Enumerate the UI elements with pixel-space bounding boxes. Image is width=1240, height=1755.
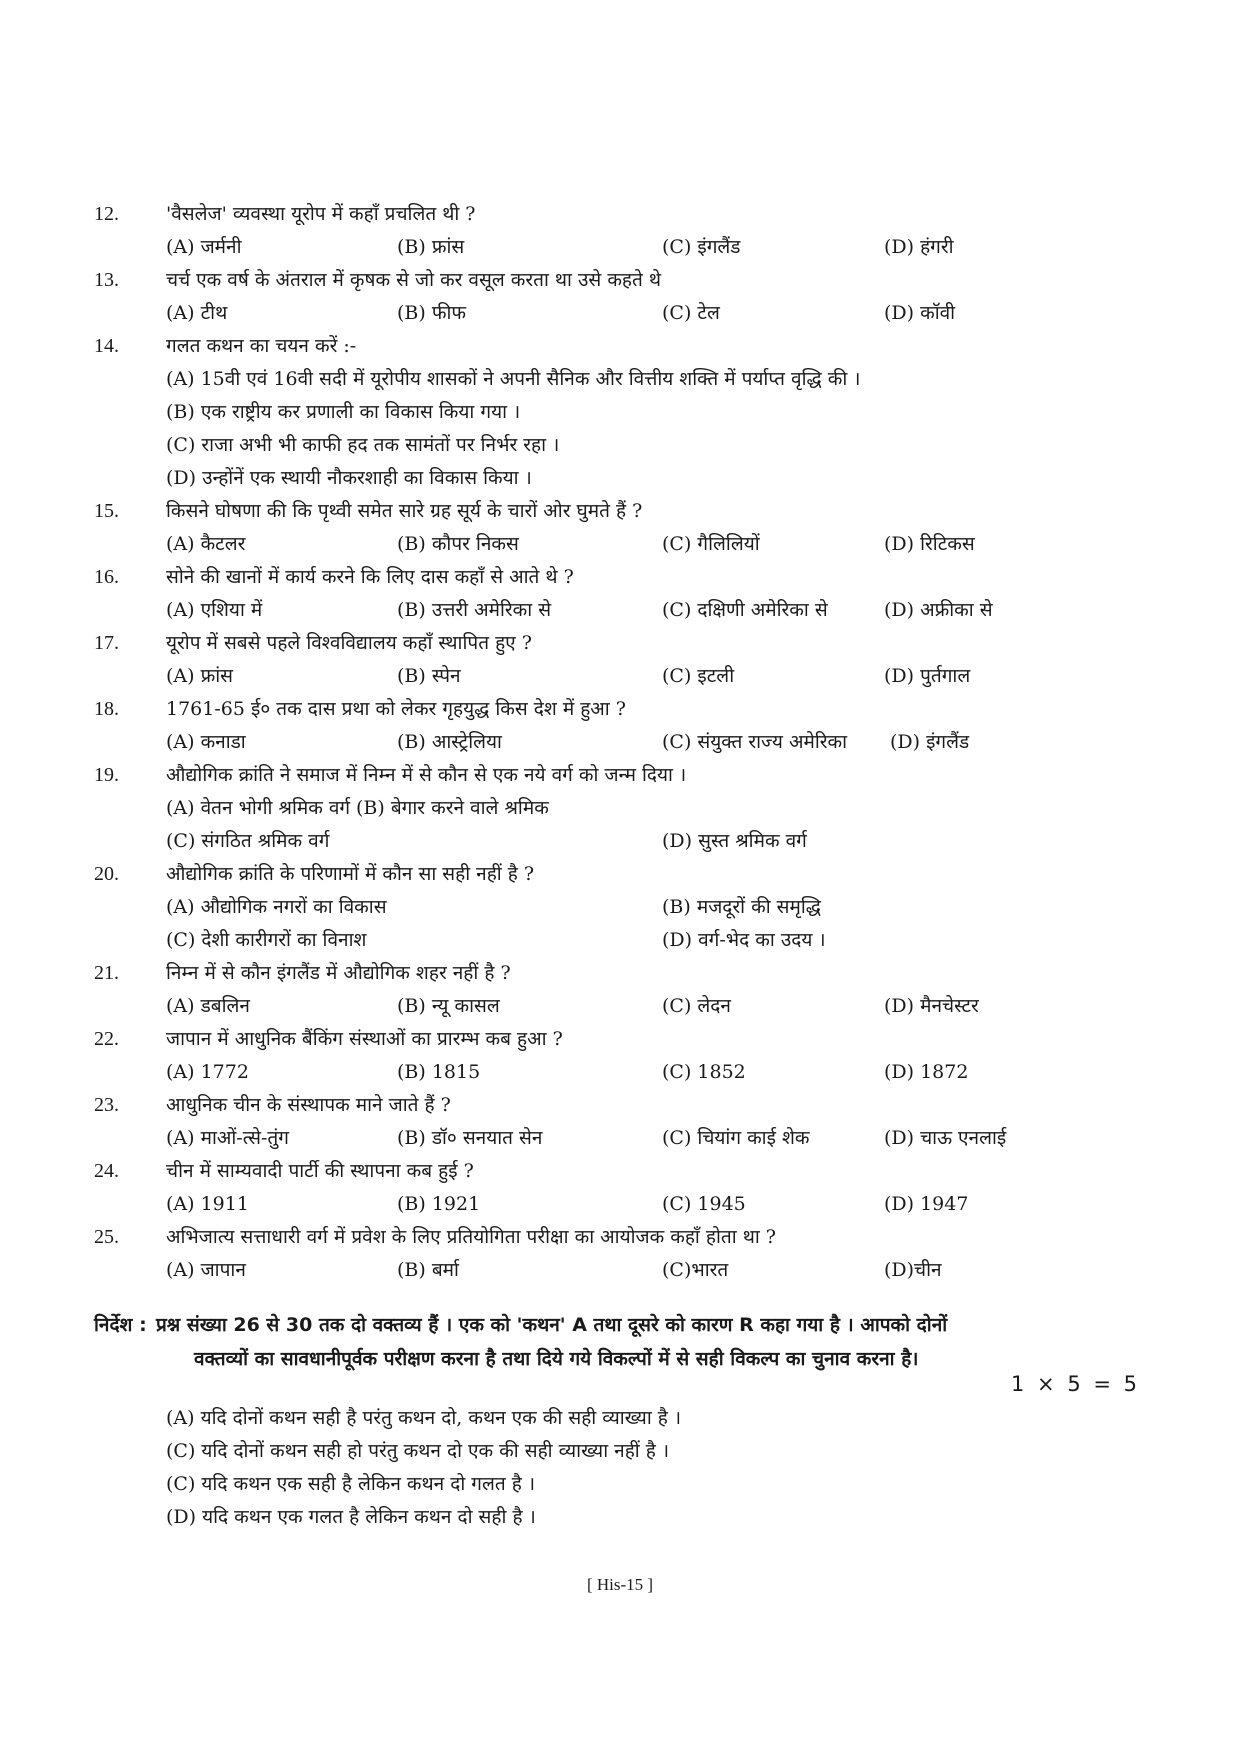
marks-label: 1 × 5 = 5 (1011, 1372, 1140, 1396)
question-20 (94, 858, 1154, 957)
question-text: अभिजात्य सत्ताधारी वर्ग में प्रवेश के लिए प्रतियोगिता परीक्षा का आयोजक कहाँ होता था ? (166, 1226, 776, 1248)
question-number: 14. (94, 335, 119, 357)
option-d: (D) वर्ग-भेद का उदय । (662, 929, 826, 951)
option-a: (A) डबलिन (166, 995, 250, 1017)
question-text: 'वैसलेज' व्यवस्था यूरोप में कहाँ प्रचलित थी ? (166, 203, 476, 225)
option-b: (B) डॉ० सनयात सेन (397, 1127, 543, 1149)
instruction-line-2: वक्तव्यों का सावधानीपूर्वक परीक्षण करना है तथा दिये गये विकल्पों में से सही विकल्प का चुनाव करना है। (194, 1348, 919, 1370)
option-d: (D) उन्होंनें एक स्थायी नौकरशाही का विकास किया । (166, 467, 532, 489)
page-footer: [ His-15 ] (586, 1575, 654, 1594)
instruction-label: निर्देश : (94, 1314, 147, 1336)
option-c: (C) राजा अभी भी काफी हद तक सामंतों पर निर्भर रहा । (166, 434, 560, 456)
question-number: 15. (94, 500, 119, 522)
question-text: किसने घोषणा की कि पृथ्वी समेत सारे ग्रह सूर्य के चारों ओर घुमते हैं ? (166, 500, 643, 522)
option-b: (B) आस्ट्रेलिया (397, 731, 502, 753)
option-a: (A) जर्मनी (166, 236, 242, 258)
option-c: (C)भारत (662, 1259, 729, 1281)
question-16 (94, 561, 1154, 627)
question-19 (94, 759, 1154, 858)
option-a: (A) वेतन भोगी श्रमिक वर्ग (166, 797, 351, 819)
question-text: गलत कथन का चयन करें :- (166, 335, 357, 357)
option-b: (B) फीफ (397, 302, 467, 324)
question-number: 19. (94, 764, 119, 786)
option-c: (C) चियांग काई शेक (662, 1127, 810, 1149)
option-c: (C) लेदन (662, 995, 731, 1017)
ar-option-2: (C) यदि दोनों कथन सही हो परंतु कथन दो एक की सही व्याख्या नहीं है । (166, 1440, 670, 1462)
option-b: (B) स्पेन (397, 665, 461, 687)
option-d: (D) 1947 (884, 1193, 969, 1215)
question-text: जापान में आधुनिक बैंकिंग संस्थाओं का प्रारम्भ कब हुआ ? (166, 1028, 563, 1050)
option-c: (C) दक्षिणी अमेरिका से (662, 599, 828, 621)
question-number: 21. (94, 962, 119, 984)
question-text: 1761-65 ई० तक दास प्रथा को लेकर गृहयुद्ध किस देश में हुआ ? (166, 698, 626, 720)
ar-option-1: (A) यदि दोनों कथन सही है परंतु कथन दो, कथन एक की सही व्याख्या है । (166, 1407, 682, 1429)
question-number: 22. (94, 1028, 119, 1050)
option-c: (C) टेल (662, 302, 720, 324)
question-text: औद्योगिक क्रांति के परिणामों में कौन सा सही नहीं है ? (166, 863, 535, 885)
question-number: 12. (94, 203, 119, 225)
question-text: चर्च एक वर्ष के अंतराल में कृषक से जो कर वसूल करता था उसे कहते थे (166, 269, 662, 291)
question-number: 16. (94, 566, 119, 588)
option-a: (A) कनाडा (166, 731, 246, 753)
question-text: चीन में साम्यवादी पार्टी की स्थापना कब हुई ? (166, 1160, 474, 1182)
question-number: 13. (94, 269, 119, 291)
option-d: (D)चीन (884, 1259, 942, 1281)
option-b: (B) कौपर निकस (397, 533, 519, 555)
option-c: (C) 1852 (662, 1061, 746, 1083)
question-text: सोने की खानों में कार्य करने कि लिए दास कहाँ से आते थे ? (166, 566, 574, 588)
question-number: 24. (94, 1160, 119, 1182)
question-number: 17. (94, 632, 119, 654)
option-c: (C) संयुक्त राज्य अमेरिका (662, 731, 848, 753)
option-b: (B) न्यू कासल (397, 995, 500, 1017)
option-d: (D) मैनचेस्टर (884, 995, 979, 1017)
option-d: (D) हंगरी (884, 236, 954, 258)
question-text: निम्न में से कौन इंगलैंड में औद्योगिक शहर नहीं है ? (166, 962, 511, 984)
option-a: (A) जापान (166, 1259, 246, 1281)
option-d: (D) 1872 (884, 1061, 969, 1083)
option-b: (B) बेगार करने वाले श्रमिक (356, 797, 549, 819)
option-b: (B) बर्मा (397, 1259, 459, 1281)
option-c: (C) 1945 (662, 1193, 746, 1215)
option-d: (D) चाऊ एनलाई (884, 1127, 1007, 1149)
option-a: (A) कैटलर (166, 533, 246, 555)
option-b: (B) उत्तरी अमेरिका से (397, 599, 552, 621)
option-c: (C) संगठित श्रमिक वर्ग (166, 830, 330, 852)
question-text: औद्योगिक क्रांति ने समाज में निम्न में से कौन से एक नये वर्ग को जन्म दिया । (166, 764, 687, 786)
assertion-reason-options (166, 1402, 681, 1534)
option-c: (C) देशी कारीगरों का विनाश (166, 929, 367, 951)
option-a: (A) 1772 (166, 1061, 249, 1083)
option-c: (C) इटली (662, 665, 735, 687)
option-b: (B) 1921 (397, 1193, 481, 1215)
question-text: यूरोप में सबसे पहले विश्वविद्यालय कहाँ स्थापित हुए ? (166, 632, 532, 654)
question-15 (94, 495, 1154, 561)
option-a: (A) 15वी एवं 16वी सदी में यूरोपीय शासकों ने अपनी सैनिक और वित्तीय शक्ति में पर्याप्त वृद्धि की । (166, 368, 861, 390)
option-b: (B) एक राष्ट्रीय कर प्रणाली का विकास किया गया । (166, 401, 521, 423)
question-17 (94, 627, 1154, 693)
option-a: (A) 1911 (166, 1193, 249, 1215)
question-number: 25. (94, 1226, 119, 1248)
question-14 (94, 330, 1154, 495)
option-d: (D) पुर्तगाल (884, 665, 971, 687)
option-a: (A) माओं-त्से-तुंग (166, 1127, 289, 1149)
option-a: (A) एशिया में (166, 599, 263, 621)
question-25 (94, 1221, 1154, 1287)
question-18 (94, 693, 1154, 759)
option-a: (A) फ्रांस (166, 665, 234, 687)
option-d: (D) अफ्रीका से (884, 599, 993, 621)
question-23 (94, 1089, 1154, 1155)
option-a: (A) औद्योगिक नगरों का विकास (166, 896, 387, 918)
question-24 (94, 1155, 1154, 1221)
option-b: (B) मजदूरों की समृद्धि (662, 896, 821, 918)
ar-option-3: (C) यदि कथन एक सही है लेकिन कथन दो गलत है । (166, 1473, 536, 1495)
question-13 (94, 264, 1154, 330)
option-d: (D) कॉवी (884, 302, 956, 324)
option-d: (D) इंगलैंड (890, 731, 970, 753)
instruction-line-1: प्रश्न संख्या 26 से 30 तक दो वक्तव्य हैं । एक को 'कथन' A तथा दूसरे को कारण R कहा गया है । आपको दोनों (156, 1314, 948, 1336)
ar-option-4: (D) यदि कथन एक गलत है लेकिन कथन दो सही है । (166, 1506, 536, 1528)
option-a: (A) टीथ (166, 302, 228, 324)
question-text: आधुनिक चीन के संस्थापक माने जाते हैं ? (166, 1094, 451, 1116)
question-number: 20. (94, 863, 119, 885)
question-list (94, 198, 1154, 1287)
option-c: (C) गैलिलियों (662, 533, 760, 555)
question-12 (94, 198, 1154, 264)
question-22 (94, 1023, 1154, 1089)
question-number: 23. (94, 1094, 119, 1116)
option-b: (B) 1815 (397, 1061, 481, 1083)
option-d: (D) रिटिकस (884, 533, 975, 555)
option-c: (C) इंगलैंड (662, 236, 741, 258)
option-d: (D) सुस्त श्रमिक वर्ग (662, 830, 807, 852)
option-b: (B) फ्रांस (397, 236, 465, 258)
question-21 (94, 957, 1154, 1023)
question-number: 18. (94, 698, 119, 720)
